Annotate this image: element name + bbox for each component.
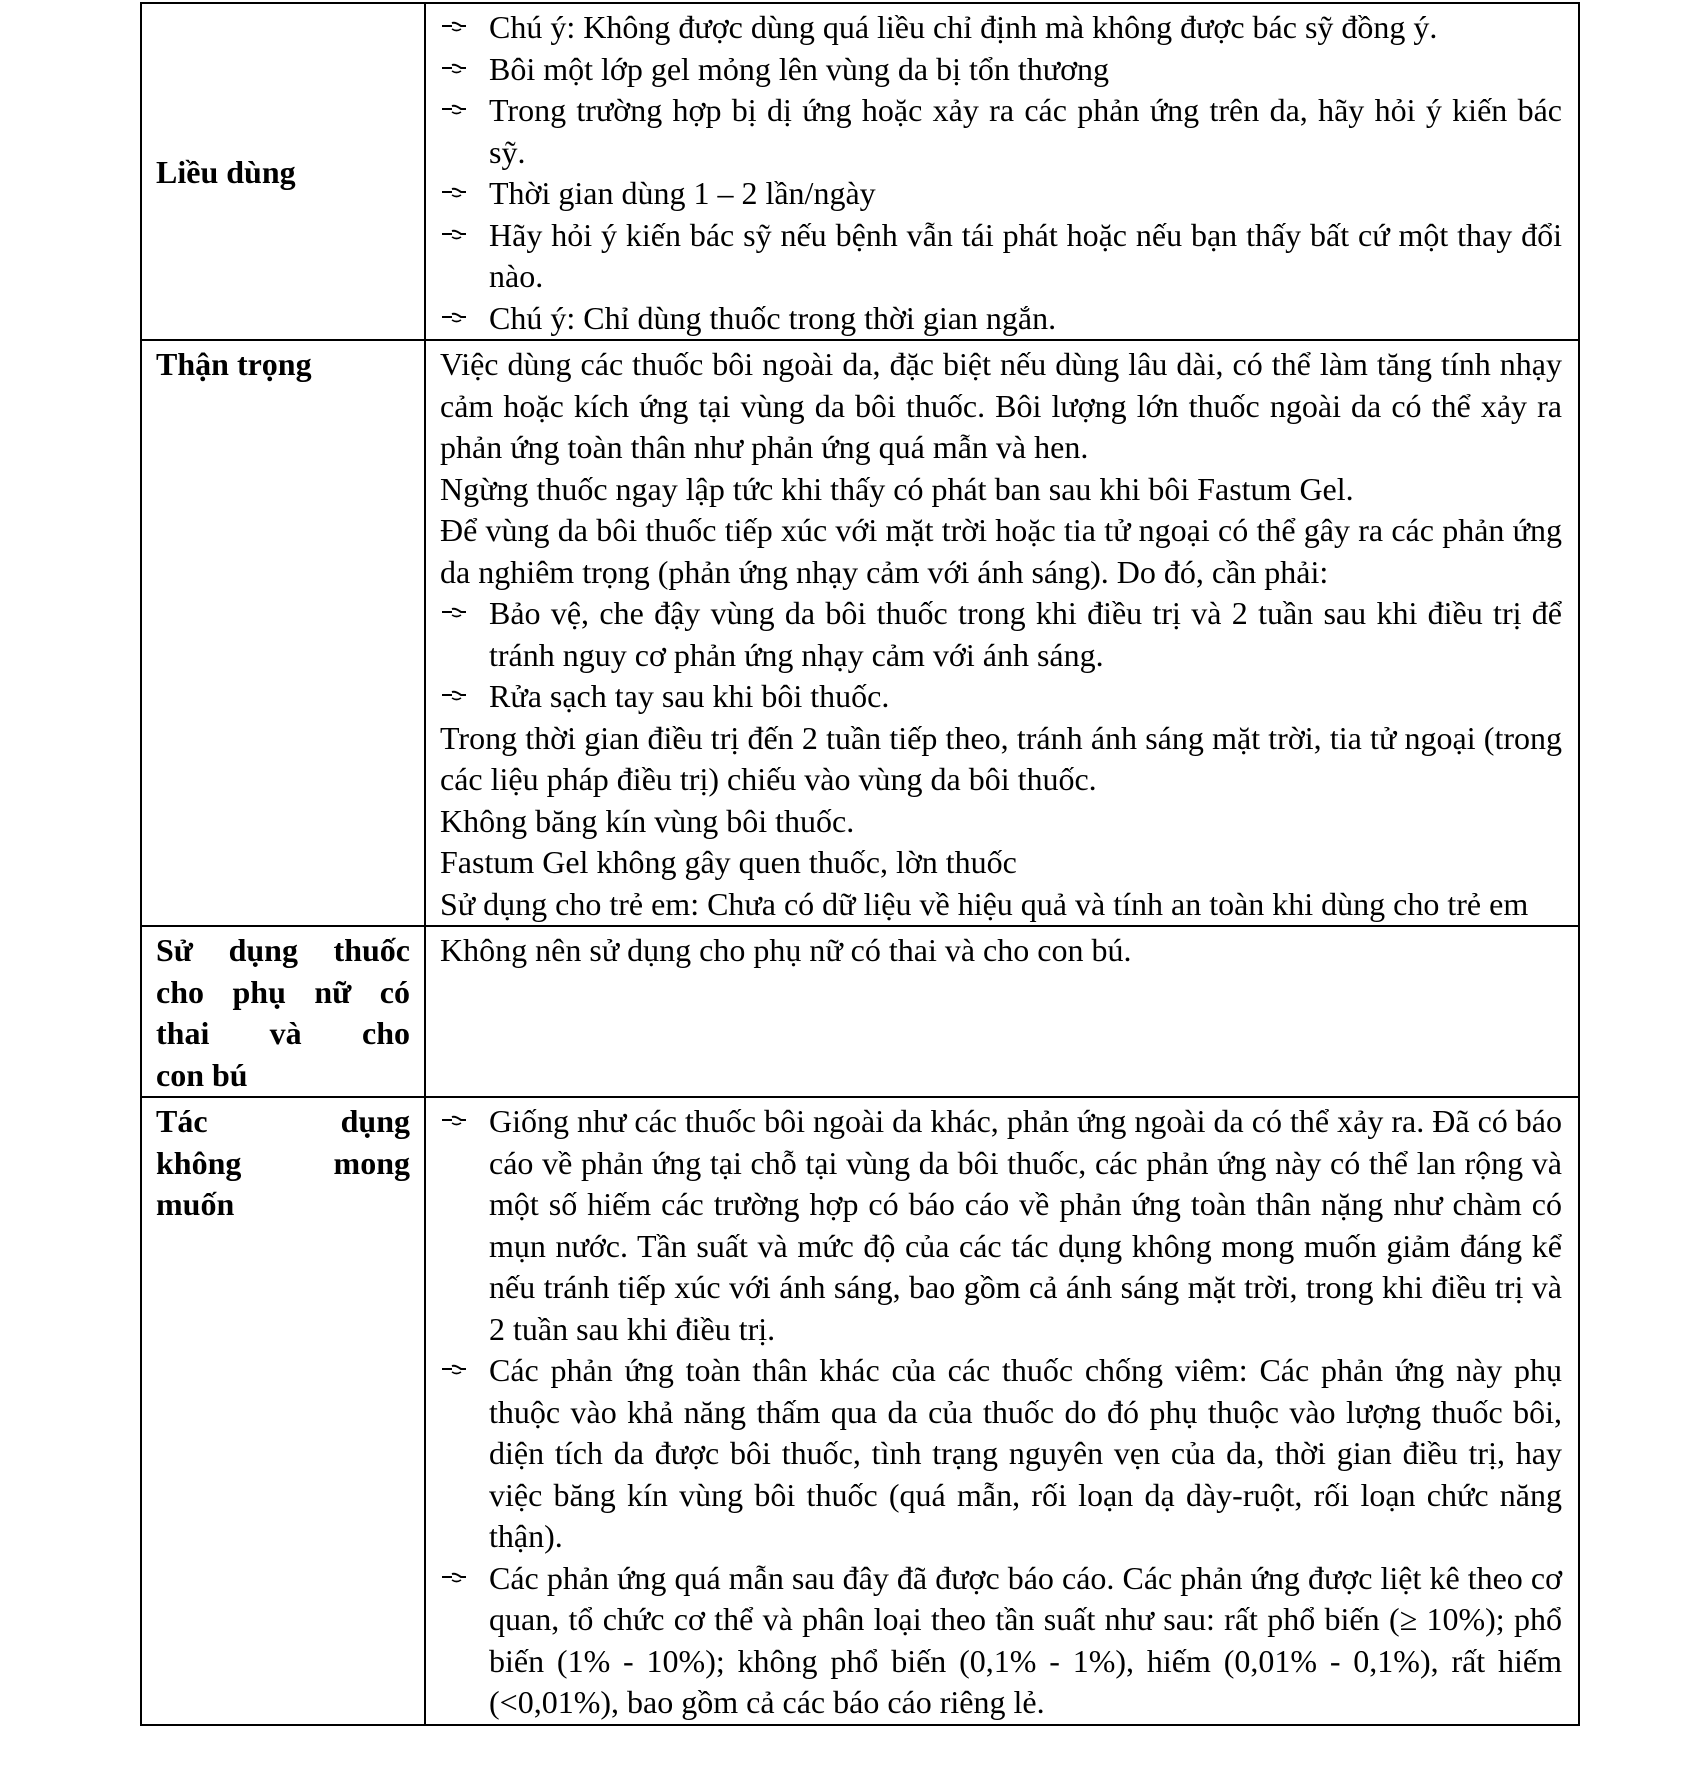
paragraph: Không băng kín vùng bôi thuốc.: [440, 802, 855, 839]
paragraph: Việc dùng các thuốc bôi ngoài da, đặc biệt nếu dùng lâu dài, có thể làm tăng tính nhạy cảm hoặc kích ứng tại vùng da bôi thuốc. Bôi lượng lớn thuốc ngoài da có thể xảy ra phản ứng toàn thân như phản ứng quá mẫn và hen.: [440, 346, 1562, 465]
bullet-list: [440, 1101, 1562, 1724]
list-item: Bôi một lớp gel mỏng lên vùng da bị tổn thương: [440, 49, 1562, 91]
pointing-hand-icon: [440, 298, 468, 339]
drug-info-table: [140, 2, 1580, 1726]
paragraph: Để vùng da bôi thuốc tiếp xúc với mặt trời hoặc tia tử ngoại có thể gây ra các phản ứng da nghiêm trọng (phản ứng nhạy cảm với ánh sáng). Do đó, cần phải:: [440, 512, 1562, 590]
list-item: Giống như các thuốc bôi ngoài da khác, phản ứng ngoài da có thể xảy ra. Đã có báo cáo về phản ứng tại chỗ tại vùng da bôi thuốc, các phản ứng này có thể lan rộng và một số hiếm các trường hợp có báo cáo về phản ứng toàn thân nặng như chàm có mụn nước. Tần suất và mức độ của các tác dụng không mong muốn giảm đáng kể nếu tránh tiếp xúc với ánh sáng, bao gồm cả ánh sáng mặt trời, trong khi điều trị và 2 tuần sau khi điều trị.: [440, 1101, 1562, 1350]
row-label-text: Thận trọng: [156, 346, 312, 382]
pointing-hand-icon: [440, 173, 468, 214]
list-item: Rửa sạch tay sau khi bôi thuốc.: [440, 676, 1562, 718]
table-row-side-effects: [141, 1097, 1579, 1725]
bullet-list: [440, 7, 1562, 339]
paragraph: Sử dụng cho trẻ em: Chưa có dữ liệu về hiệu quả và tính an toàn khi dùng cho trẻ em: [440, 885, 1529, 922]
pointing-hand-icon: [440, 593, 468, 634]
row-label-dosage: [141, 3, 425, 340]
table-row-pregnancy: [141, 926, 1579, 1097]
paragraph: Ngừng thuốc ngay lập tức khi thấy có phát ban sau khi bôi Fastum Gel.: [440, 470, 1354, 507]
list-item: Các phản ứng quá mẫn sau đây đã được báo cáo. Các phản ứng được liệt kê theo cơ quan, tổ chức cơ thể và phân loại theo tần suất như sau: rất phổ biến (≥ 10%); phổ biến (1% - 10%); không phổ biến (0,1% - 1%), hiếm (0,01% - 0,1%), rất hiếm (<0,01%), bao gồm cả các báo cáo riêng lẻ.: [440, 1558, 1562, 1724]
row-label-precautions: [141, 340, 425, 926]
pointing-hand-icon: [440, 1558, 468, 1599]
row-content-dosage: [425, 3, 1579, 340]
row-label-pregnancy: Sử dụng thuốc cho phụ nữ có thai và cho con bú: [141, 926, 425, 1097]
pointing-hand-icon: [440, 1101, 468, 1142]
paragraph: Không nên sử dụng cho phụ nữ có thai và cho con bú.: [440, 932, 1132, 968]
paragraph: Trong thời gian điều trị đến 2 tuần tiếp theo, tránh ánh sáng mặt trời, tia tử ngoại (trong các liệu pháp điều trị) chiếu vào vùng da bôi thuốc.: [440, 719, 1562, 797]
row-label-text: Liều dùng: [156, 154, 296, 191]
list-item: Thời gian dùng 1 – 2 lần/ngày: [440, 173, 1562, 215]
bullet-list: [440, 593, 1562, 718]
pointing-hand-icon: [440, 49, 468, 90]
row-content-side-effects: [425, 1097, 1579, 1725]
list-item: Chú ý: Chỉ dùng thuốc trong thời gian ngắn.: [440, 298, 1562, 340]
row-label-side-effects: Tác dụng không mong muốn: [141, 1097, 425, 1725]
list-item: Hãy hỏi ý kiến bác sỹ nếu bệnh vẫn tái phát hoặc nếu bạn thấy bất cứ một thay đổi nào.: [440, 215, 1562, 298]
pointing-hand-icon: [440, 215, 468, 256]
pointing-hand-icon: [440, 90, 468, 131]
pointing-hand-icon: [440, 676, 468, 717]
list-item: Bảo vệ, che đậy vùng da bôi thuốc trong khi điều trị và 2 tuần sau khi điều trị để tránh nguy cơ phản ứng nhạy cảm với ánh sáng.: [440, 593, 1562, 676]
list-item: Trong trường hợp bị dị ứng hoặc xảy ra các phản ứng trên da, hãy hỏi ý kiến bác sỹ.: [440, 90, 1562, 173]
document-page: [140, 2, 1580, 1726]
table-row-dosage: [141, 3, 1579, 340]
paragraph: Fastum Gel không gây quen thuốc, lờn thuốc: [440, 844, 1017, 880]
row-content-precautions: [425, 340, 1579, 926]
row-content-pregnancy: [425, 926, 1579, 1097]
pointing-hand-icon: [440, 7, 468, 48]
table-row-precautions: [141, 340, 1579, 926]
list-item: Chú ý: Không được dùng quá liều chỉ định mà không được bác sỹ đồng ý.: [440, 7, 1562, 49]
list-item: Các phản ứng toàn thân khác của các thuốc chống viêm: Các phản ứng này phụ thuộc vào khả năng thấm qua da của thuốc do đó phụ thuộc vào lượng thuốc bôi, diện tích da được bôi thuốc, tình trạng nguyên vẹn của da, thời gian điều trị, hay việc băng kín vùng bôi thuốc (quá mẫn, rối loạn dạ dày-ruột, rối loạn chức năng thận).: [440, 1350, 1562, 1558]
pointing-hand-icon: [440, 1350, 468, 1391]
